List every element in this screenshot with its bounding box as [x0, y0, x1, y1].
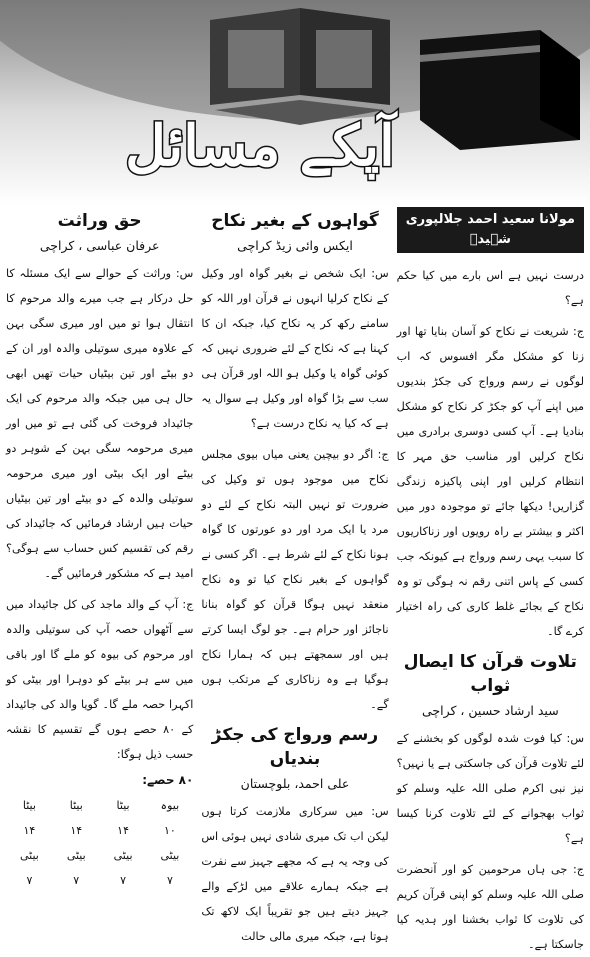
table-cell: بیٹی [66, 849, 86, 862]
table-cell: ۱۴ [23, 824, 36, 837]
question-paragraph: س: میں سرکاری ملازمت کرتا ہوں لیکن اب تک میری شادی نہیں ہوئی اس کی وجہ یہ ہے کہ مجھے جہیز سے نفرت ہے جبکہ ہمارے علاقے میں لڑکے والے جہیز دیتے ہیں جو تقریباً ایک لاکھ تک ہوتا ہے، جبکہ میری مالی حالت [201, 805, 389, 943]
table-cell: ۱۰ [164, 824, 176, 837]
article-byline: سید ارشاد حسین ، کراچی [421, 703, 559, 718]
article-columns [6, 205, 584, 951]
table-cell: بیٹی [160, 849, 180, 862]
header-artwork [0, 0, 590, 205]
article-title: رسم ورواج کی جکڑ بندیاں [211, 725, 379, 769]
answer-paragraph: ج: جی ہاں مرحومین کو اور آنحضرت صلی اللہ علیہ وسلم کو اپنی قرآن کریم کی تلاوت کا ثواب بخشنا اور ہدیہ کیا جاسکتا ہے۔ [396, 863, 584, 951]
kaaba-icon [420, 30, 580, 150]
table-row [6, 843, 193, 868]
header-banner [0, 0, 590, 205]
table-cell: ۱۴ [117, 824, 129, 837]
inheritance-share-table [6, 793, 193, 893]
question-paragraph: س: وراثت کے حوالے سے ایک مسئلہ کا حل درکار ہے جب میرے والد مرحوم کا انتقال ہوا تو میں اور میری سگی بہن کے علاوہ میری سوتیلی والدہ اور ان کے دو بیٹے اور تین بیٹیاں حیات تھیں ابھی حال ہی میں جبکہ والد مرحوم کی ایک جائیداد فروخت کی گئی ہے تو میں اور میری مرحومہ سگی بہن کے شوہر دو بیٹے اور ایک بیٹی اور میری مرحومہ سوتیلی والدہ کے دو بیٹے اور تین بیٹیاں حیات ہیں ارشاد فرمائیں کہ جائیداد کی رقم کی تقسیم کس حساب سے ہوگی؟ امید ہے کہ مشکور فرمائیں گے۔ [6, 267, 194, 580]
question-paragraph: درست نہیں ہے اس بارے میں کیا حکم ہے؟ [396, 269, 584, 307]
column-middle [201, 205, 389, 943]
article-title: تلاوت قرآن کا ایصال ثواب [403, 652, 577, 696]
quran-book-icon [210, 8, 390, 125]
article-title: حق وراثت [57, 211, 142, 231]
answer-paragraph: ج: اگر دو بیچین یعنی میاں بیوی مجلس نکاح میں موجود ہوں تو وکیل کی ضرورت تو نہیں البتہ نکاح کے لئے دو مرد یا ایک مرد اور دو عورتوں کا گواہ ہونا نکاح کے لئے شرط ہے۔ اگر کسی نے گواہوں کے بغیر نکاح کیا تو وہ نکاح منعقد نہیں ہوگا قرآن کو گواہ بنانا ناجائز اور حرام ہے۔ جو لوگ ایسا کرتے ہیں اور سمجھتے ہیں کہ ہمارا نکاح ہوگیا ہے وہ زناکاری کے مرتکب ہوں گے۔ [201, 448, 389, 711]
table-cell: بیٹی [19, 849, 39, 862]
table-cell: بیٹا [22, 799, 36, 812]
article-byline: عرفان عباسی ، کراچی [39, 238, 160, 253]
table-cell: ۷ [26, 874, 33, 887]
banner-title: آپکے مسائل [125, 113, 395, 179]
article-title: گواہوں کے بغیر نکاح [211, 211, 379, 231]
question-paragraph: س: ایک شخص نے بغیر گواہ اور وکیل کے نکاح کرلیا انہوں نے قرآن اور اللہ کو سامنے رکھ کر یہ نکاح کیا، جبکہ ان کا کہنا ہے کہ نکاح کے لئے ضروری نہیں کہ کوئی گواہ یا وکیل ہو اللہ اور قرآن ہی سب سے بڑا گواہ اور وکیل ہے سوال یہ ہے کہ کیا یہ نکاح درست ہے؟ [201, 267, 389, 430]
column-right [6, 205, 194, 887]
answer-paragraph: ج: شریعت نے نکاح کو آسان بنایا تھا اور زنا کو مشکل مگر افسوس کہ اب لوگوں نے رسم ورواج کی جکڑ بندیوں میں اپنے آپ کو جکڑ کر نکاح کو مشکل بنادیا ہے۔ آپ کسی دوسری برادری میں نکاح کرلیں اور مناسب حق مہر کا انتظام کرلیں اور اپنی پاکیزہ زندگی گزاریں! دیکھا جائے تو موجودہ دور میں اکثر و بیشتر بے راہ رویوں اور زناکاریوں کا سبب یہی رسم ورواج ہے کیونکہ جب کسی کے پاس اتنی رقم نہ ہوگی تو وہ نکاح کے بجائے غلط کاری کی راہ اختیار کرے گا۔ [396, 325, 584, 638]
table-row [6, 818, 193, 843]
column-left [396, 205, 584, 951]
article-byline: علی احمد، بلوچستان [240, 776, 350, 791]
table-cell: ۱۴ [70, 824, 83, 837]
table-cell: ۷ [73, 874, 80, 887]
table-cell: بیٹا [116, 799, 130, 812]
table-cell: ۷ [120, 874, 127, 887]
share-table-title: ۸۰ حصے: [142, 773, 194, 787]
table-cell: بیٹی [113, 849, 133, 862]
table-cell: بیٹا [69, 799, 83, 812]
question-paragraph: س: کیا فوت شدہ لوگوں کو بخشنے کے لئے تلاوت قرآن کی جاسکتی ہے یا نہیں؟ نیز نبی اکرم صلی اللہ علیہ وسلم کو ثواب بھجوانے کے لئے تلاوت کرنا کیسا ہے؟ [396, 732, 584, 845]
author-name-banner: مولانا سعید احمد جلالپوری شہیدؒ [397, 207, 584, 253]
article-byline: ایکس وائی زیڈ کراچی [237, 238, 353, 253]
table-row [6, 868, 193, 893]
table-row [6, 793, 193, 818]
table-cell: ۷ [166, 874, 173, 887]
answer-paragraph: ج: آپ کے والد ماجد کی کل جائیداد میں سے آٹھواں حصہ آپ کی سوتیلی والدہ اور مرحوم کی بیوہ کو ملے گا اور باقی میں سے ہر بیٹے کو دوہرا اور بیٹی کو اکہرا حصہ ملے گا۔ گویا والد کی جائیداد کے ۸۰ حصے ہوں گے تقسیم کا نقشہ حسب ذیل ہوگا: [6, 598, 194, 761]
table-cell: بیوہ [160, 799, 180, 812]
